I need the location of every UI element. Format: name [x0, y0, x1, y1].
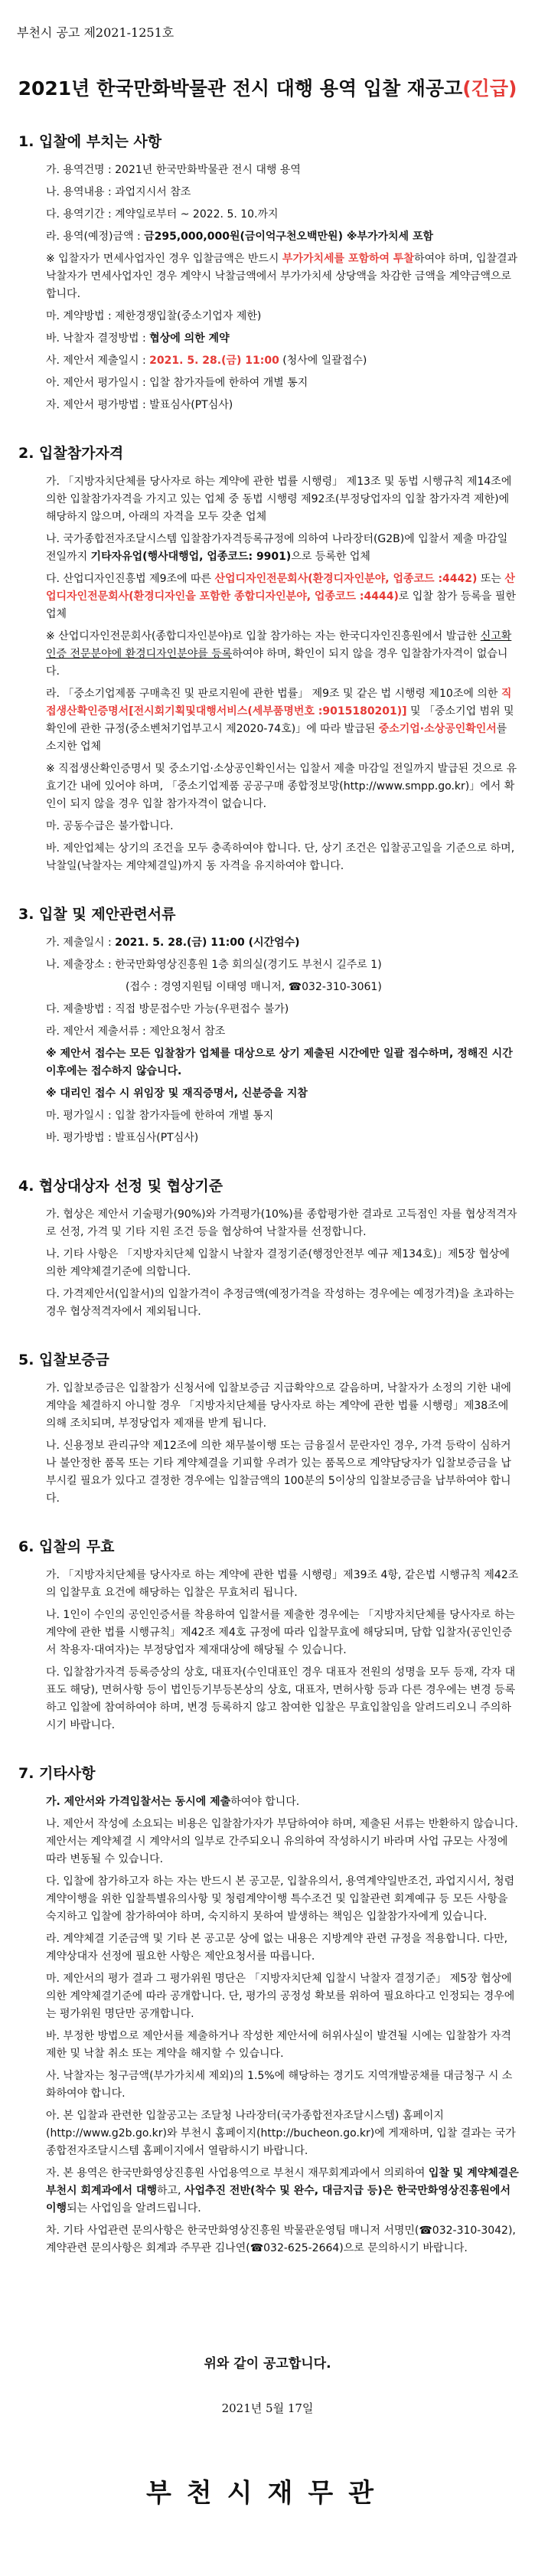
list-item — [18, 2107, 520, 2160]
item-text: (청사에 일괄접수) — [279, 355, 367, 367]
list-item — [18, 1567, 520, 1602]
page-title — [0, 74, 535, 101]
item-text: 다. 용역기간 : 계약일로부터 ~ 2022. 5. 10.까지 — [46, 208, 279, 221]
item-text: 가. 용역건명 : 2021년 한국만화박물관 전시 대행 용역 — [46, 164, 301, 176]
list-item — [18, 1930, 520, 1966]
item-emphasis: 가. 제안서와 가격입찰서는 동시에 제출 — [46, 1796, 231, 1808]
list-item — [18, 1246, 520, 1281]
item-text: 다. 가격제안서(입찰서)의 입찰가격이 추정금액(예정가격을 작성하는 경우에는 예정가격)을 초과하는 경우 협상적격자에서 제외됩니다. — [46, 1288, 514, 1318]
note-text: ※ 입찰자가 면세사업자인 경우 입찰금액은 반드시 — [46, 253, 282, 265]
item-text: 하고, — [157, 2185, 184, 2197]
list-item — [18, 840, 520, 875]
list-item — [18, 228, 520, 246]
item-text: 아. 제안서 평가일시 : 입찰 참가자들에 한하여 개별 통지 — [46, 377, 308, 389]
item-text: 나. 1인이 수인의 공인인증서를 착용하여 입찰서를 제출한 경우에는 「지방자치단체를 당사자로 하는 계약에 관한 법률 시행규칙」제42조 제4호 규정에 따라 입찰무효에 해당되며, 담합 입찰자(공인인증서 착용자·대여자)는 부정당업자 제재대상에 해당될 수 있습니다. — [46, 1609, 515, 1656]
item-text: 하여야 합니다. — [230, 1796, 300, 1808]
section-title: 3. 입찰 및 제안관련서류 — [18, 906, 176, 923]
list-item — [18, 570, 520, 623]
list-item — [18, 374, 520, 392]
list-item — [18, 308, 520, 325]
business-code: 산업디자인전문회사(환경디자인을 포함한 종합디자인분야, 업종코드 :4444) — [46, 573, 515, 603]
section-title: 1. 입찰에 부치는 사항 — [18, 133, 162, 150]
note — [18, 628, 520, 681]
list-item — [18, 184, 520, 201]
item-text: 나. 용역내용 : 과업지시서 참조 — [46, 186, 191, 198]
list-item — [18, 330, 520, 348]
budget-amount: 금295,000,000원(금이억구천오백만원) ※부가가치세 포함 — [144, 230, 434, 243]
list-item — [18, 1816, 520, 1868]
list-item — [18, 1873, 520, 1926]
notice-number: 부천시 공고 제2021-1251호 — [17, 25, 175, 40]
section-documents — [18, 903, 520, 1147]
list-item — [18, 1607, 520, 1659]
list-item — [18, 2028, 520, 2063]
list-item — [18, 2165, 520, 2218]
phone-number: ☎032-310-3061 — [288, 981, 378, 993]
item-text: 다. 산업디자인진흥법 제9조에 따른 — [46, 573, 215, 585]
list-item — [18, 206, 520, 224]
section-title: 4. 협상대상자 선정 및 협상기준 — [18, 1178, 223, 1195]
item-text: 아. 본 입찰과 관련한 입찰공고는 조달청 나라장터(국가종합전자조달시스템) 홈페이지(http://www.g2b.go.kr)와 부천시 홈페이지(http://bucheon.go.kr)에 게재하며, 입찰 결과는 국가종합전자조달시스템 홈페이지에서 열람하시기 바랍니다. — [46, 2110, 516, 2157]
list-item — [18, 1664, 520, 1734]
item-text: 자. 본 용역은 한국만화영상진흥원 사업용역으로 부천시 재무회계과에서 의뢰하여 — [46, 2167, 429, 2179]
list-item — [18, 1023, 520, 1041]
item-text: 나. 제안서 작성에 소요되는 비용은 입찰참가자가 부담하여야 하며, 제출된 서류는 반환하지 않습니다. 제안서는 계약체결 시 계약서의 일부로 간주되오니 유의하여 작성하시기 바라며 사업 규모는 사정에 따라 변동될 수 있습니다. — [46, 1818, 518, 1865]
item-text: 및 「중소기업 범위 및 확인에 관한 규정(중소벤처기업부고시 제2020-74호)」에 따라 발급된 — [46, 705, 514, 735]
title-text: 2021년 한국만화박물관 전시 대행 용역 입찰 재공고 — [18, 77, 463, 100]
section-bidding-items — [18, 130, 520, 414]
item-emphasis: 사업추진 전반(착수 및 완수, 대금지급 등)은 한국만화영상진흥원에서 이행 — [46, 2185, 511, 2215]
list-item — [18, 352, 520, 370]
item-text: 라. 「중소기업제품 구매촉진 및 판로지원에 관한 법률」 제9조 및 같은 법 시행령 제10조에 의한 — [46, 688, 501, 700]
item-text: 를 소지한 업체 — [46, 723, 507, 753]
item-text: 마. 평가일시 : 입찰 참가자들에 한하여 개별 통지 — [46, 1110, 274, 1122]
item-text: 마. 계약방법 : 제한경쟁입찰(중소기업자 제한) — [46, 310, 262, 322]
issuer-name: 부천시재무관 — [145, 2478, 390, 2509]
item-text: 차. 기타 사업관련 문의사항은 한국만화영상진흥원 박물관운영팀 매니저 서명민(☎032-310-3042), 계약관련 문의사항은 회계과 주무관 김나연(☎032-625-2664)으로 문의하시기 바랍니다. — [46, 2225, 516, 2254]
item-text: 라. 제안서 제출서류 : 제안요청서 참조 — [46, 1025, 226, 1038]
item-text: 으로 등록한 업체 — [291, 551, 370, 563]
certificate-name: 중소기업·소상공인확인서 — [378, 723, 497, 735]
item-text: 나. 신용정보 관리규약 제12조에 의한 채무불이행 또는 금융질서 문란자인 경우, 가격 등락이 심하거나 불안정한 품목 또는 기타 계약체결을 기피할 우려가 있는 품목으로 계약담당자가 입찰보증금을 납부시킬 필요가 있다고 결정한 경우에는 입찰금액의 100분의 5이상의 입찰보증금을 납부하여야 합니다. — [46, 1440, 511, 1505]
list-item — [18, 818, 520, 835]
note-text: 하여야 하며, 확인이 되지 않을 경우 입찰참가자격이 없습니다. — [46, 648, 508, 678]
section-negotiation — [18, 1175, 520, 1321]
notice-date: 2021년 5월 17일 — [221, 2401, 314, 2415]
list-item — [18, 1001, 520, 1018]
item-text: 나. 제출장소 : 한국만화영상진흥원 1층 회의실(경기도 부천시 길주로 1) — [46, 959, 382, 971]
section-other — [18, 1762, 520, 2257]
note — [18, 250, 520, 303]
item-text: 가. 「지방자치단체를 당사자로 하는 계약에 관한 법률 시행령」 제13조 및 동법 시행규칙 제14조에 의한 입찰참가자격을 가지고 있는 업체 중 동법 시행령 제92조(부정당업자의 입찰 참가자격 제한)에 해당하지 않으며, 아래의 자격을 모두 갖춘 업체 — [46, 476, 512, 523]
note: ※ 대리인 접수 시 위임장 및 재직증명서, 신분증을 지참 — [46, 1087, 308, 1100]
item-text: (접수 : 경영지원팀 이태영 매니저, — [126, 981, 289, 993]
section-invalid-bids — [18, 1535, 520, 1734]
item-text: ) — [377, 981, 382, 993]
note: ※ 직접생산확인증명서 및 중소기업·소상공인확인서는 입찰서 제출 마감일 전일까지 발급된 것으로 유효기간 내에 있어야 하며, 「중소기업제품 공공구매 종합정보망(http://www.smpp.go.kr)」에서 확인이 되지 않을 경우 입찰 참가자격이 없습니다. — [46, 763, 517, 810]
item-text: 바. 낙찰자 결정방법 : — [46, 332, 150, 345]
note-emphasis: 부가가치세를 포함하여 투찰 — [282, 253, 414, 265]
list-item — [18, 473, 520, 526]
item-text: 가. 「지방자치단체를 당사자로 하는 계약에 관한 법률 시행령」제39조 4항, 같은법 시행규칙 제42조의 입찰무효 요건에 해당하는 입찰은 무효처리 됩니다. — [46, 1569, 519, 1599]
note: ※ 제안서 접수는 모든 입찰참가 업체를 대상으로 상기 제출된 시간에만 일괄 접수하며, 정해진 시간 이후에는 접수하지 않습니다. — [46, 1048, 513, 1077]
item-text: 마. 제안서의 평가 결과 그 평가위원 명단은 「지방자치단체 입찰시 낙찰자 결정기준」 제5장 협상에 의한 계약체결기준에 따라 공개합니다. 단, 평가의 공정성 확보를 위하여 필요하다고 인정되는 경우에는 평가위원 명단만 공개합니다. — [46, 1973, 515, 2020]
item-text: 라. 용역(예정)금액 : — [46, 230, 145, 243]
list-item — [18, 531, 520, 566]
award-method: 협상에 의한 계약 — [149, 332, 230, 345]
item-text: 다. 제출방법 : 직접 방문접수만 가능(우편접수 불가) — [46, 1003, 289, 1015]
submission-datetime: 2021. 5. 28.(금) 11:00 (시간엄수) — [115, 937, 300, 949]
item-text: 마. 공동수급은 불가합니다. — [46, 820, 174, 832]
item-text: 되는 사업임을 알려드립니다. — [67, 2202, 201, 2215]
list-item — [18, 2222, 520, 2257]
item-text: 나. 기타 사항은 「지방자치단체 입찰시 낙찰자 결정기준(행정안전부 예규 제134호)」제5장 협상에 의한 계약체결기준에 의합니다. — [46, 1248, 510, 1278]
item-text: 다. 입찰에 참가하고자 하는 자는 반드시 본 공고문, 입찰유의서, 용역계약일반조건, 과업지시서, 청렴계약이행을 위한 입찰특별유의사항 및 청렴계약이행 특수조건 및 입찰관련 회계예규 등 모든 사항을 숙지하고 입찰에 참가하여야 하며, 숙지하지 못하여 발생하는 책임은 입찰참가자에게 있습니다. — [46, 1875, 515, 1923]
business-code: 기타자유업(행사대행업, 업종코드: 9901) — [90, 551, 292, 563]
notice-body — [18, 130, 520, 2285]
list-item — [18, 1437, 520, 1508]
item-text: 다. 입찰참가자격 등록증상의 상호, 대표자(수인대표인 경우 대표자 전원의 성명을 모두 등재, 각자 대표도 해당), 면허사항 등이 법인등기부등본상의 상호, 대표자, 면허사항 등과 다른 경우에는 변경 등록하고 입찰에 참여하여야 하며, 변경 등록하지 않고 참여한 입찰은 무효입찰임을 알려드리오니 주의하시기 바랍니다. — [46, 1666, 516, 1731]
note-emphasis: 신고확인증 전문분야에 환경디자인분야를 등록 — [46, 630, 512, 660]
certificate-name: 직접생산확인증명서[전시회기획및대행서비스(세부품명번호 :9015180201)] — [46, 688, 512, 718]
item-text: 또는 — [477, 573, 505, 585]
list-item — [18, 979, 520, 996]
item-text: 라. 계약체결 기준금액 및 기타 본 공고문 상에 없는 내용은 지방계약 관련 규정을 적용합니다. 다만, 계약상대자 선정에 필요한 사항은 제안요청서를 따릅니다. — [46, 1933, 508, 1963]
list-item — [18, 162, 520, 179]
item-text: 나. 국가종합전자조달시스템 입찰참가자격등록규정에 의하여 나라장터(G2B)에 입찰서 제출 마감일 전일까지 — [46, 533, 508, 563]
list-item — [18, 1286, 520, 1321]
list-item — [18, 934, 520, 952]
item-text: 바. 평가방법 : 발표심사(PT심사) — [46, 1132, 199, 1144]
list-item — [18, 1206, 520, 1241]
item-text: 자. 제안서 평가방법 : 발표심사(PT심사) — [46, 399, 233, 411]
list-item — [18, 1793, 520, 1811]
item-text: 사. 낙찰자는 청구금액(부가가치세 제외)의 1.5%에 해당하는 경기도 지역개발공채를 대금청구 시 소화하여야 합니다. — [46, 2070, 513, 2100]
section-title: 2. 입찰참가자격 — [18, 445, 124, 462]
list-item — [18, 685, 520, 756]
list-item — [18, 1380, 520, 1433]
list-item — [18, 956, 520, 974]
note-text: ※ 산업디자인전문회사(종합디자인분야)로 입찰 참가하는 자는 한국디자인진흥원에서 발급한 — [46, 630, 481, 642]
closing-statement: 위와 같이 공고합니다. — [204, 2356, 331, 2372]
item-text: 가. 제출일시 : — [46, 937, 116, 949]
item-text: 로 입찰 참가 등록을 필한 업체 — [46, 590, 516, 620]
list-item — [18, 397, 520, 414]
list-item — [18, 2068, 520, 2103]
list-item — [18, 1970, 520, 2023]
item-emphasis: 입찰 및 계약체결은 부천시 회계과에서 대행 — [46, 2167, 519, 2197]
submission-datetime: 2021. 5. 28.(금) 11:00 — [149, 355, 279, 367]
business-code: 산업디자인전문회사(환경디자인분야, 업종코드 :4442) — [214, 573, 478, 585]
list-item — [18, 1129, 520, 1147]
section-title: 7. 기타사항 — [18, 1765, 96, 1782]
item-text: 가. 입찰보증금은 입찰참가 신청서에 입찰보증금 지급확약으로 갈음하며, 낙찰자가 소정의 기한 내에 계약을 체결하지 아니할 경우 「지방자치단체를 당사자로 하는 계약에 관한 법률 시행령」제38조에 의해 조치되며, 부정당업자 제재를 받게 됩니다. — [46, 1382, 511, 1430]
note-text: 하여야 하며, 입찰결과 낙찰자가 면세사업자인 경우 계약시 낙찰금액에서 부가가치세 상당액을 차감한 금액을 계약금액으로 합니다. — [46, 253, 518, 300]
list-item — [18, 1107, 520, 1125]
section-title: 6. 입찰의 무효 — [18, 1538, 115, 1555]
title-urgent: (긴급) — [462, 77, 517, 100]
item-text: 사. 제안서 제출일시 : — [46, 355, 150, 367]
section-title: 5. 입찰보증금 — [18, 1352, 109, 1368]
section-bid-bond — [18, 1348, 520, 1508]
section-qualification — [18, 442, 520, 875]
item-text: 가. 협상은 제안서 기술평가(90%)와 가격평가(10%)를 종합평가한 결과로 고득점인 자를 협상적격자로 선정, 가격 및 기타 지원 조건 등을 협상하여 낙찰자를 선정합니다. — [46, 1208, 517, 1238]
item-text: 바. 부정한 방법으로 제안서를 제출하거나 작성한 제안서에 허위사실이 발견될 시에는 입찰참가 자격 제한 및 낙찰 취소 또는 계약을 해지할 수 있습니다. — [46, 2030, 511, 2060]
item-text: 바. 제안업체는 상기의 조건을 모두 충족하여야 합니다. 단, 상기 조건은 입찰공고일을 기준으로 하며, 낙찰일(낙찰자는 계약체결일)까지 동 자격을 유지하여야 합니다. — [46, 842, 515, 872]
